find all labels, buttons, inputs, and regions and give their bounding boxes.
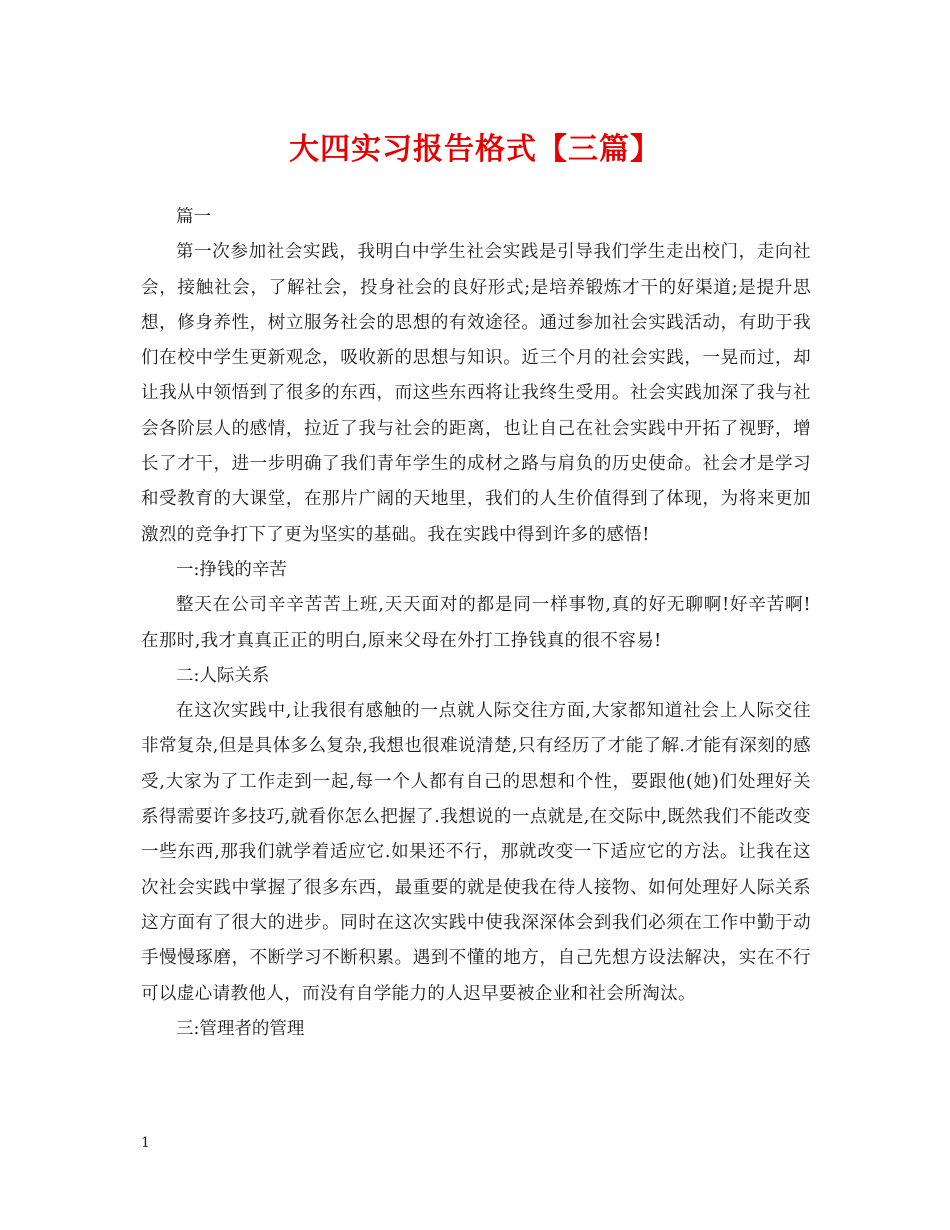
section-label: 篇一 (176, 207, 211, 227)
subheading-interpersonal: 二:人际关系 (176, 665, 270, 686)
subheading-earning-hardship: 一:挣钱的辛苦 (176, 559, 287, 580)
document-title: 大四实习报告格式【三篇】 (289, 132, 661, 167)
paragraph-earning-hardship: 整天在公司辛辛苦苦上班,天天面对的都是同一样事物,真的好无聊啊!好辛苦啊!在那时,我才真真正正的明白,原来父母在外打工挣钱真的很不容易! (141, 595, 811, 651)
paragraph-interpersonal: 在这次实践中,让我很有感触的一点就人际交往方面,大家都知道社会上人际交往非常复杂,但是具体多么复杂,我想也很难说清楚,只有经历了才能了解.才能有深刻的感受,大家为了工作走到一起,每一个人都有自己的思想和个性，要跟他(她)们处理好关系得需要许多技巧,就看你怎么把握了.我想说的一点就是,在交际中,既然我们不能改变一些东西,那我们就学着适应它.如果还不行，那就改变一下适应它的方法。让我在这次社会实践中掌握了很多东西，最重要的就是使我在待人接物、如何处理好人际关系这方面有了很大的进步。同时在这次实践中使我深深体会到我们必须在工作中勤于动手慢慢琢磨，不断学习不断积累。遇到不懂的地方，自己先想方设法解决，实在不行可以虚心请教他人，而没有自学能力的人迟早要被企业和社会所淘汰。 (141, 701, 811, 1004)
paragraph-intro: 第一次参加社会实践，我明白中学生社会实践是引导我们学生走出校门，走向社会，接触社会，了解社会，投身社会的良好形式;是培养锻炼才干的好渠道;是提升思想，修身养性，树立服务社会的思想的有效途径。通过参加社会实践活动，有助于我们在校中学生更新观念，吸收新的思想与知识。近三个月的社会实践，一晃而过，却让我从中领悟到了很多的东西，而这些东西将让我终生受用。社会实践加深了我与社会各阶层人的感情，拉近了我与社会的距离，也让自己在社会实践中开拓了视野，增长了才干，进一步明确了我们青年学生的成材之路与肩负的历史使命。社会才是学习和受教育的大课堂，在那片广阔的天地里，我们的人生价值得到了体现，为将来更加激烈的竞争打下了更为坚实的基础。我在实践中得到许多的感悟! (141, 242, 811, 545)
page-number: 1 (141, 1135, 150, 1151)
subheading-management: 三:管理者的管理 (176, 1018, 305, 1039)
document-body (141, 200, 811, 1047)
